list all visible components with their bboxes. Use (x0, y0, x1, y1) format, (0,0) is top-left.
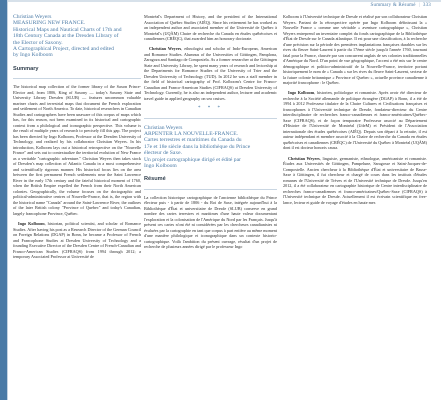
title-line: the Elector of Saxony. (13, 39, 63, 46)
running-header-section: Summary & Résumé (370, 3, 416, 8)
column-1 (13, 14, 141, 264)
running-header (371, 3, 431, 8)
column-3 (283, 14, 427, 210)
title-line: 17e et 18e siècle dans la bibliothèque du Prince (144, 143, 251, 150)
resume-heading: Résumé (144, 176, 166, 183)
section-rule (13, 78, 141, 79)
resume-continuation: Kolboom à l'Université technique de Dresde et réalisé par son collaborateur Christian Weyers. Partant de la rétrospective opérée par Ingo Kolboom définissant la « Nouvelle France » comme une véritable « aventure cartographique », Christian Weyers entreprend un inventaire complet du fonds cartographique de la Bibliothèque d'État de Dresde sur le Canada atlantique. Il est pour une classification, à la recherche d'une précision sur la période des premières implantations françaises durables sur les rives du fleuve Saint-Laurent à partir du 17ème siècle jusqu'à l'année 1760, tournant fatal pour la France, chassée par son concurrent anglais de ses colonies traditionnelles d'Amérique du Nord. D'un point de vue géographique, l'accent a été mis sur le centre démographique et politico-administratif de la Nouvelle-France, territoire portant historiquement le nom de « Canada » sur les rives du fleuve Saint-Laurent, secteur de la future colonie britannique « Province of Quebec », actuelle province canadienne à majorité francophone : le Québec. (283, 14, 427, 85)
bio-paragraph (144, 46, 277, 101)
title-line: A Cartographical Project, directed and edited (13, 46, 114, 53)
title-line: Cartes terrestres et maritimes du Canada du (144, 137, 242, 144)
title-line: MEASURING NEW FRANCE. (13, 20, 86, 27)
title-line: by Ingo Kolboom (13, 52, 53, 59)
page-number: 333 (422, 3, 431, 8)
bio-text: , historien, politologue et romaniste. Après avoir été directeur de recherche à la Société allemande de politique étrangère (DGAP) à Bonn, il a été de 1994 à 2012 Professeur titulaire de la Chaire Cultures et Civilisations françaises et francophones à l'Université technique de Dresde, fondateur-directeur du Centre interdisciplinaire de recherches franco-canadiennes et franco-américaines/Québec-Saxe (CIFRAQS), et de façon temporaire Professeur associé au Département d'Histoire de l'Université de Montréal (UdeM) et Président de l'Association internationale des études québécoises (AIÉQ). Depuis son départ à la retraite, il est auteur indépendant et membre associé à la Chaire de recherche du Canada en études québécoises et canadiennes (CRÉQC) de l'Université du Québec à Montréal (UQÀM) dont il est docteur honoris causa. (283, 90, 428, 151)
bio-paragraph (283, 156, 427, 206)
title-line: Historical Maps and Nautical Charts of 17th and (13, 26, 122, 33)
bio-name: Christian Weyers (288, 155, 320, 161)
bio-text: , ethnologist and scholar of Indo-European, American and Romance Studies. Alumnus of the Universities of Göttingen, Pamplona, Zaragoza and Santiago de Compostela. As a former researcher at the Göttingen State and University Library, he spent many years of research and lectorship at the Departments for Romance Studies of the University of Trier and the Dresden University of Technology (TUD). In 2012 he was a staff member in the field of historical cartography of Prof. Kolboom's Centre for Franco-Canadian and Franco-American Studies (CIFRAQS) at Dresden University of Technology. Currently, he is also an independent author, lecturer and academic travel guide in applied geography on sea cruises. (144, 46, 277, 101)
title-line: Un projet cartographique dirigé et édité par (144, 156, 241, 163)
column-2 (144, 14, 277, 255)
bio-name: Ingo Kolboom (18, 221, 45, 227)
summary-paragraph: The historical map collection of the former library of the Saxon Prince-Elector and, from 1806, King of Saxony — today's Saxony State and University Library Dresden (SLUB) — features uncommon valuable mariner charts and terrestrial maps that document the French exploration and settlement of North America. To date, historical researchers in Canadian Studies and cartographers have been unaware of this corpus of maps which has, for this reason, not been examined in its historical and cartographic context from a philological and iconographic perspective. This volume is the result of multiple years of research to precisely fill this gap. The project has been directed by Ingo Kolboom, Professor at the Dresden University of Technology, and realized by his collaborator Christian Weyers. In his introduction, Kolboom lays out a historical retrospective on the "Nouvelle France" and sets out to contextualize the territorial evolution of New France as a veritable "cartographic adventure." Christian Weyers then takes stock of Dresden's map collection of Atlantic Canada in a most comprehensive and scientifically rigorous manner. His historical focus lies on the area between the first permanent French settlements near the Saint Lawrence River in the early 17th century and the fateful historical moment of 1760, when the British Empire expelled the French from their North American colonies. Geographically, the volume focuses on the doctographic and political-administrative centres of Nouvelle-France, that is, the region with the historical name "Canada" around the Saint-Lawrence River, the outlines of the later British colony "Province of Quebec" and today's Canadian, largely francophone Province, Québec. (13, 84, 142, 216)
author-line: Christian Weyers (144, 124, 183, 131)
title-line: Ingo Kolboom (144, 163, 177, 170)
title-line: 18th Century Canada at the Dresden Library of (13, 33, 119, 40)
resume-paragraph: La collection historique cartographique de l'ancienne bibliothèque du Prince électeur puis - à partir de 1806 - du Roi de Saxe, intégrée aujourd'hui à la Bibliothèque d'État et universitaire de Dresde (SLUB) conserve en grand nombre des cartes terrestres et maritimes d'une haute valeur documentant l'exploration et la colonisation de l'Amérique du Nord par les Français. Jusqu'à présent ces cartes n'ont été ni considérées par les chercheurs canadianistes ni évaluées par la cartographie en tant que corpus à part entière au même moment d'une manière philologique et iconographique dans un contexte historio-cartographique. Voilà l'ambition du présent ouvrage, résultat d'un projet de recherche de plusieurs années dirigé par le professeur Ingo (144, 194, 277, 250)
bio-paragraph (283, 90, 427, 151)
bio-name: Christian Weyers (149, 46, 182, 52)
page-edge-line (7, 0, 8, 400)
section-rule (144, 189, 277, 190)
bio-paragraph (13, 221, 141, 260)
title-line: ARPENTER LA NOUVELLE-FRANCE. (144, 131, 239, 137)
bio-text: , linguiste, germaniste, ethnologue, américaniste et romaniste. Études aux Universités de Göttingen, Pampelune, Saragosse et Saint-Jacques-de-Compostelle. Ancien chercheur à la Bibliothèque d'État et universitaire de Basse-Saxe à Göttingen, il fut chercheur et chargé de cours dans les instituts d'études romanes de l'Université de Trèves et de l'Université technique de Dresde. Jusqu'en 2012, il a été collaborateur en cartographie historique de Centre interdisciplinaire de recherches franco-canadiennes et franco-américaines/Québec-Saxe (CIFRAQS) à l'Université technique de Dresde. Actuellement il est écrivain scientifique en free-lance, lecteur et guide de voyage d'études en haute mer. (283, 155, 427, 205)
bio-name: Ingo Kolboom (288, 90, 315, 96)
running-header-separator: | (418, 3, 420, 8)
page-edge-bar (0, 0, 7, 400)
title-line: électeur de Saxe. (144, 150, 183, 157)
bio-text: , historian, political scientist, and scholar of Romance Studies. After having his post as a Research Director of the German Council on Foreign Relations (DGAP) in Bonn, he became a Professor of French and Francophone Studies at Dresden University of Technology and a founding Executive Director of the Dresden Centre of French-Canadian and Franco-American Studies (CIFRAQS) from 1994 through 2012; a temporary Associated Professor at Université de (13, 221, 141, 260)
author-line: Christian Weyers (13, 14, 52, 20)
english-title-block (13, 14, 141, 59)
top-rule (8, 0, 441, 2)
summary-heading: Summary (13, 65, 39, 72)
section-rule (144, 118, 277, 119)
bio-continuation: Montréal's Department of History, and the president of the International Association of Québec Studies (AIÉQ). Since his retirement he has worked as an independent author and associated member of the Université de Québec à Montréal's (UQÀM) Chaire de recherche du Canada en études québécoises et canadiennes (CRÉQC), that awarded him an honorary doctorate. (144, 14, 277, 41)
section-divider-stars: * * * (198, 106, 223, 112)
french-title-block (144, 125, 277, 170)
